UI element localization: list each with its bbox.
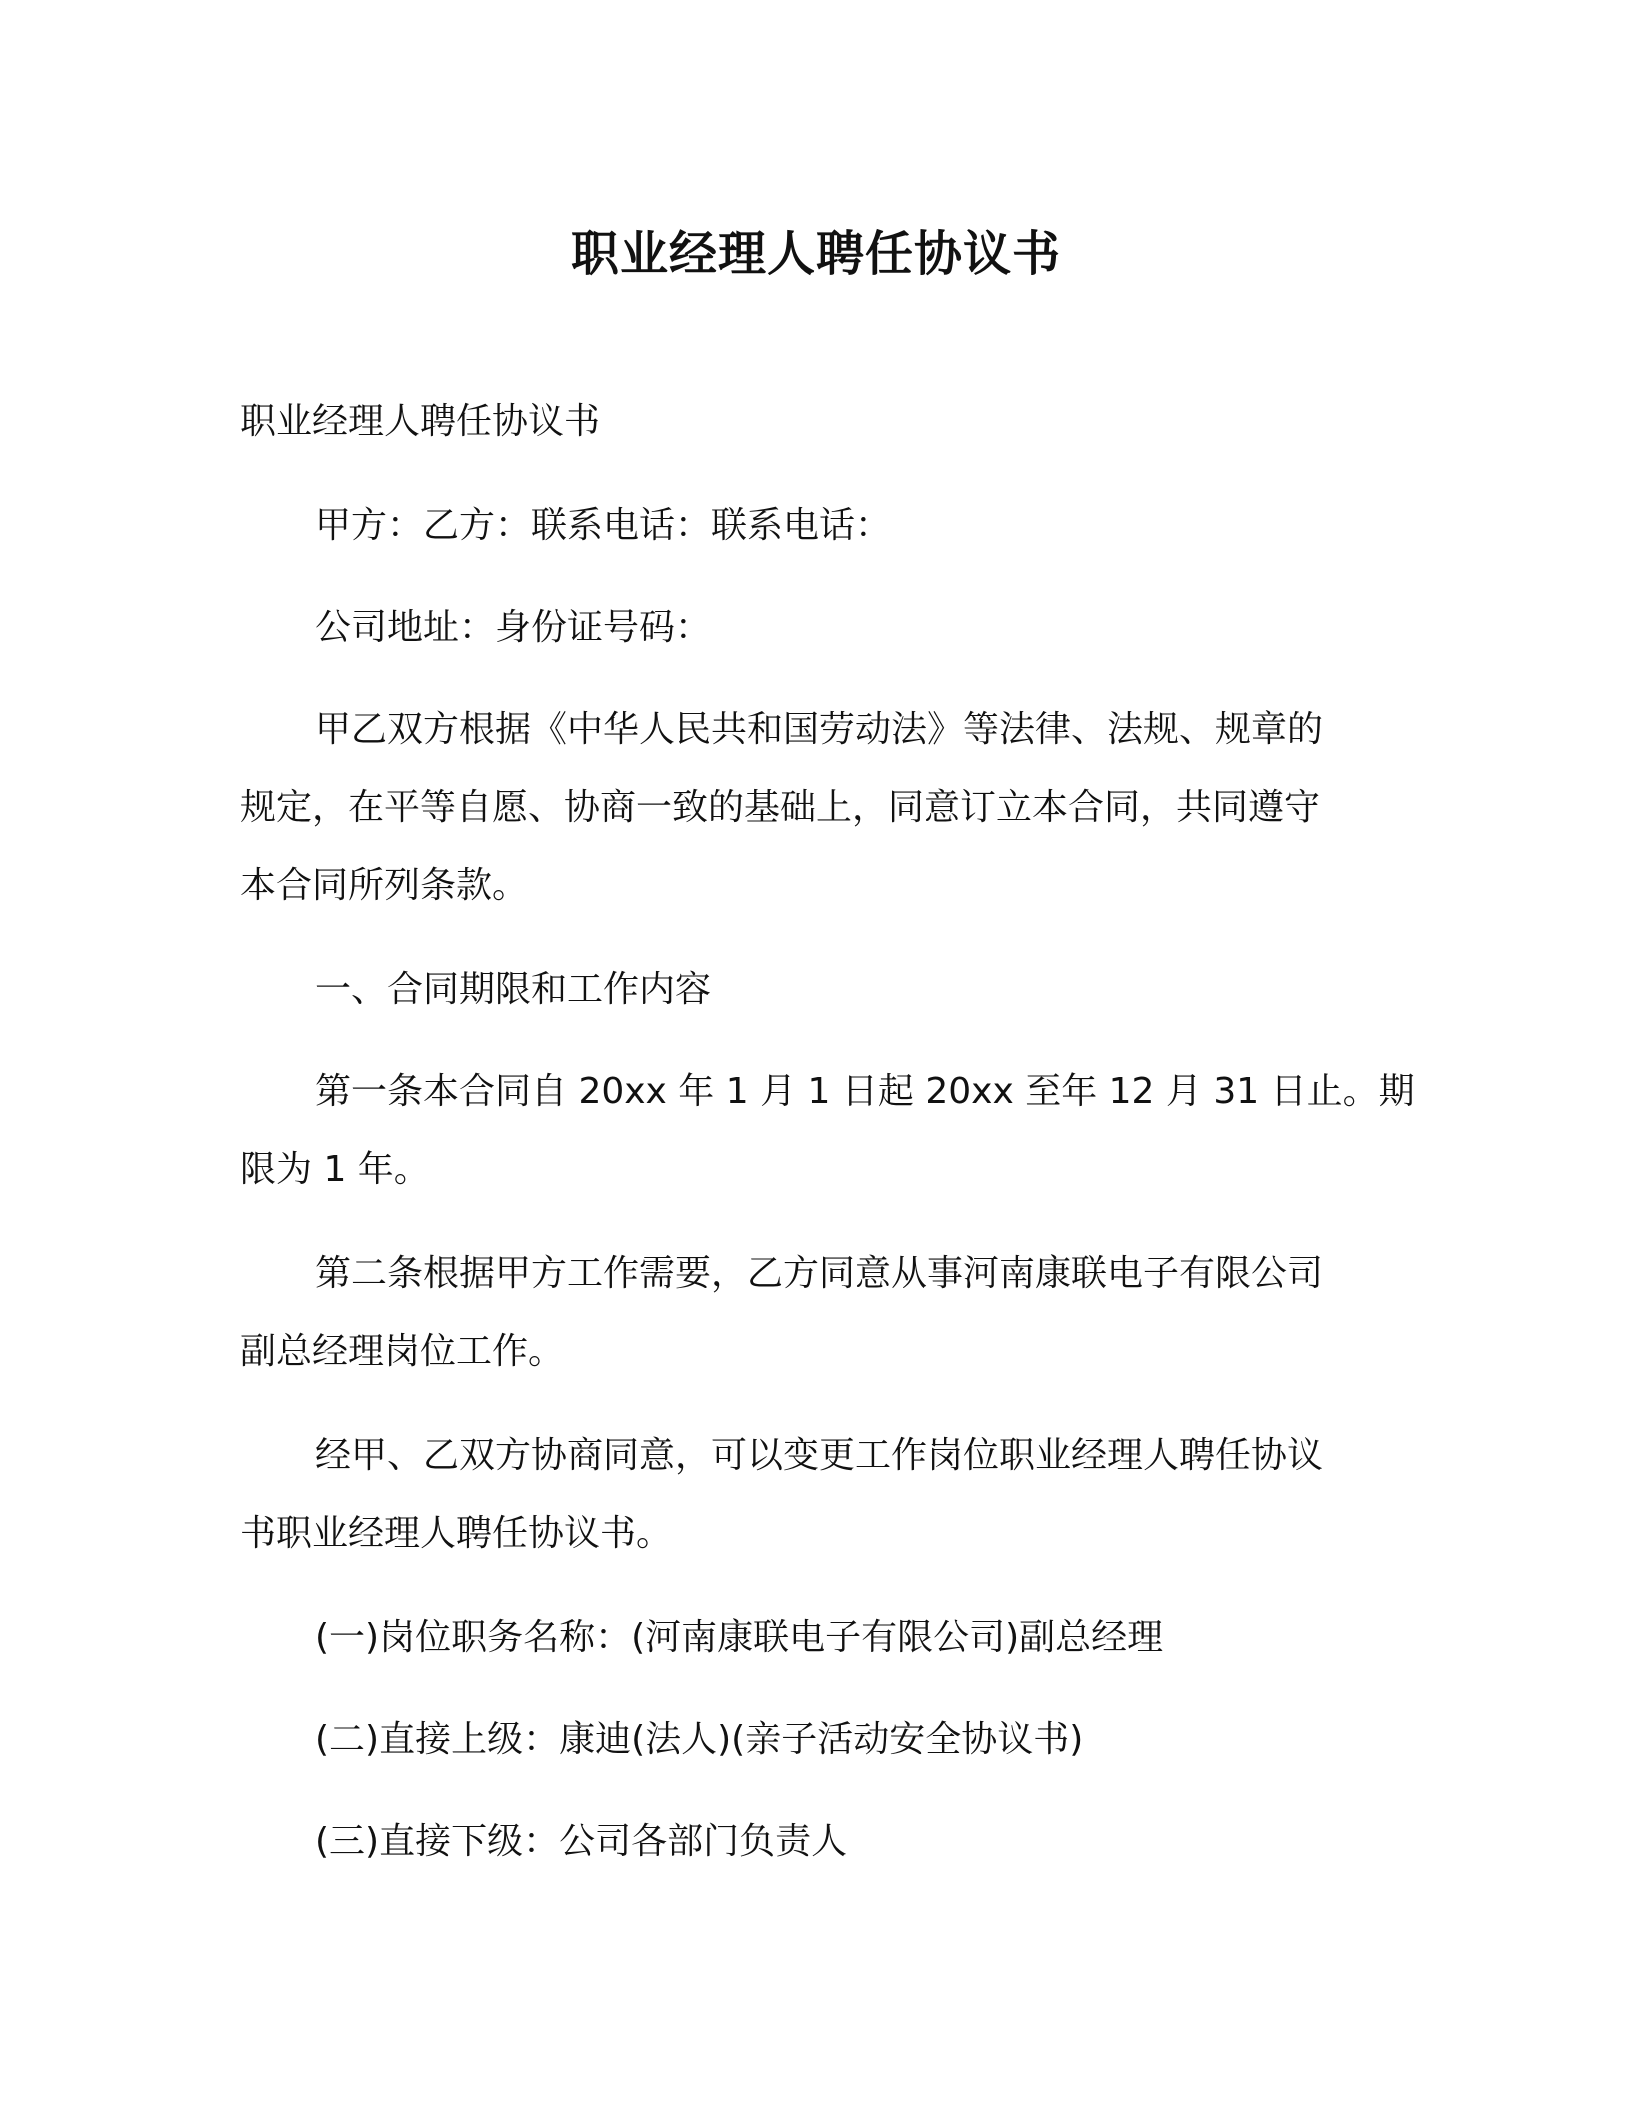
preamble-line-1: 甲乙双方根据《中华人民共和国劳动法》等法律、法规、规章的 [315, 709, 1324, 750]
article-1-line-1: 第一条本合同自 20xx 年 1 月 1 日起 20xx 至年 12 月 31 日止。期 [315, 1071, 1415, 1112]
direct-subordinate-item: (三)直接下级：公司各部门负责人 [315, 1821, 848, 1862]
parties-line: 甲方：乙方：联系电话：联系电话： [315, 505, 892, 546]
article-2-line-2: 副总经理岗位工作。 [240, 1331, 565, 1372]
change-clause-line-2: 书职业经理人聘任协议书。 [240, 1513, 673, 1554]
change-clause-line-1: 经甲、乙双方协商同意，可以变更工作岗位职业经理人聘任协议 [315, 1435, 1324, 1476]
direct-superior-item: (二)直接上级：康迪(法人)(亲子活动安全协议书) [315, 1719, 1084, 1760]
document-title: 职业经理人聘任协议书 [570, 226, 1061, 282]
address-line: 公司地址：身份证号码： [315, 607, 712, 648]
preamble-line-3: 本合同所列条款。 [240, 865, 529, 906]
section-heading: 一、合同期限和工作内容 [315, 969, 712, 1010]
article-2-line-1: 第二条根据甲方工作需要，乙方同意从事河南康联电子有限公司 [315, 1253, 1324, 1294]
position-title-item: (一)岗位职务名称：(河南康联电子有限公司)副总经理 [315, 1617, 1164, 1658]
preamble-line-2: 规定，在平等自愿、协商一致的基础上，同意订立本合同，共同遵守 [240, 787, 1321, 828]
article-1-line-2: 限为 1 年。 [240, 1149, 430, 1190]
subtitle-line: 职业经理人聘任协议书 [240, 401, 601, 442]
